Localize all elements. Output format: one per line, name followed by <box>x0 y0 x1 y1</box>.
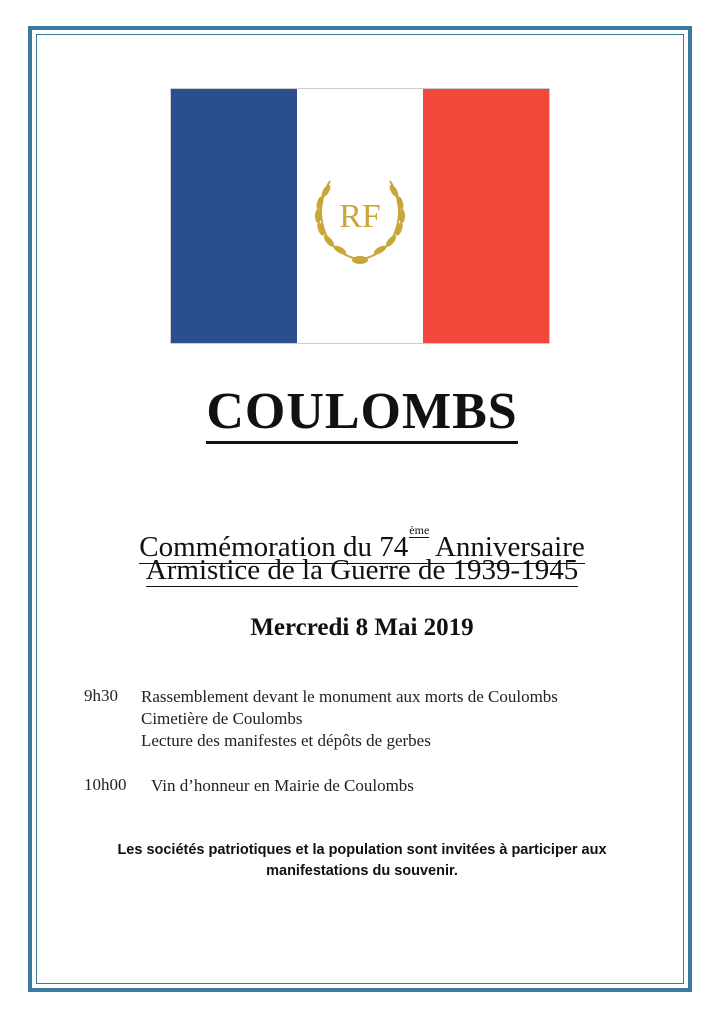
flag-white-band <box>297 89 423 343</box>
program-time-1: 9h30 <box>84 686 118 705</box>
program-item-2 <box>151 775 414 797</box>
program-time-2: 10h00 <box>84 775 127 794</box>
subtitle-line-2: Armistice de la Guerre de 1939-1945 <box>145 554 579 586</box>
program-line: Lecture des manifestes et dépôts de gerbes <box>141 731 431 750</box>
program-line: Rassemblement devant le monument aux morts de Coulombs <box>141 687 558 706</box>
subtitle-line-1: Commémoration du 74ème Anniversaire <box>139 523 585 563</box>
rf-monogram: RF <box>339 198 381 235</box>
footer-line-1: Les sociétés patriotiques et la population sont invitées à participer aux <box>117 842 607 858</box>
footer-line-2: manifestations du souvenir. <box>266 863 458 879</box>
program-item-1 <box>141 686 558 752</box>
french-flag-image <box>170 88 550 344</box>
flag-blue-band <box>171 89 297 343</box>
page-title: COULOMBS <box>0 382 724 441</box>
flag-red-band <box>423 89 549 343</box>
footer-notice <box>60 840 664 882</box>
program-line: Cimetière de Coulombs <box>141 709 303 728</box>
event-date: Mercredi 8 Mai 2019 <box>250 614 474 641</box>
program-line: Vin d’honneur en Mairie de Coulombs <box>151 776 414 795</box>
rf-laurel-emblem-icon <box>300 161 420 271</box>
ordinal-superscript: ème <box>409 523 430 537</box>
